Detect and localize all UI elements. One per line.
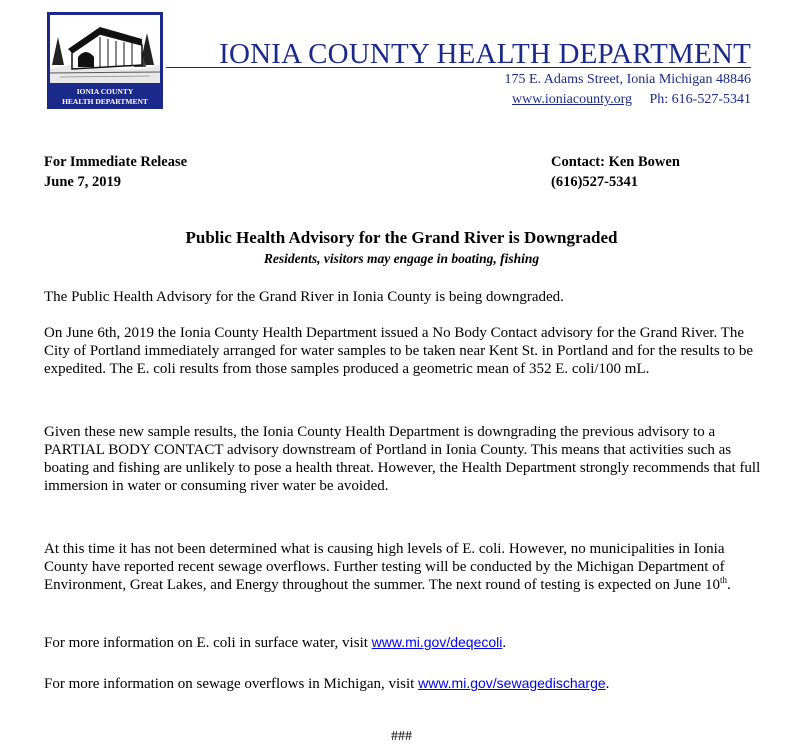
end-mark: ###	[391, 729, 412, 744]
testing-text: At this time it has not been determined what is causing high levels of E. coli. However, no municipalities in Ionia County have reported recent sewage overflows. Further testing will be conducted by the Michigan Department of Environment, Great Lakes, and Energy throughout the summer. The next round of testing is expected on June 10	[44, 541, 725, 593]
paragraph-advisory-issued: On June 6th, 2019 the Ionia County Health Department issued a No Body Contact advisory for the Grand River. The City of Portland immediately arranged for water samples to be taken near Kent St. in Portland and for the results to be expedited. The E. coli results from those samples produced a geometric mean of 352 E. coli/100 mL.	[44, 325, 753, 377]
organization-name: IONIA COUNTY HEALTH DEPARTMENT	[219, 38, 751, 70]
subheadline: Residents, visitors may engage in boating, fishing	[263, 251, 540, 266]
health-department-logo	[47, 12, 163, 109]
release-date: June 7, 2019	[44, 174, 121, 190]
header-divider	[166, 67, 751, 68]
paragraph-testing	[44, 540, 764, 594]
ecoli-info-end: .	[502, 635, 507, 651]
ecoli-info-text: For more information on E. coli in surface water, visit	[44, 635, 372, 651]
paragraph-intro: The Public Health Advisory for the Grand River in Ionia County is being downgraded.	[44, 289, 564, 305]
ordinal-suffix: th	[719, 575, 727, 585]
sewage-info-end: .	[605, 676, 610, 692]
release-block	[44, 152, 187, 192]
ecoli-link[interactable]: www.mi.gov/deqecoli	[371, 634, 503, 650]
covered-bridge-icon	[50, 15, 160, 83]
address: 175 E. Adams Street, Ionia Michigan 48846	[504, 72, 751, 87]
sewage-link[interactable]: www.mi.gov/sewagedischarge	[418, 675, 606, 691]
contact-phone: (616)527-5341	[551, 174, 638, 190]
paragraph-sewage-info	[44, 674, 764, 693]
sewage-info-text: For more information on sewage overflows in Michigan, visit	[44, 676, 419, 692]
release-label: For Immediate Release	[44, 154, 188, 170]
logo-text: IONIA COUNTY HEALTH DEPARTMENT	[62, 87, 148, 106]
contact-name: Contact: Ken Bowen	[551, 154, 680, 170]
phone-number: Ph: 616-527-5341	[649, 92, 751, 107]
contact-block	[551, 152, 680, 192]
website-link[interactable]: www.ioniacounty.org	[511, 92, 632, 107]
web-and-phone	[512, 92, 751, 108]
paragraph-downgrade: Given these new sample results, the Ionia County Health Department is downgrading the previous advisory to a PARTIAL BODY CONTACT advisory downstream of Portland in Ionia County. This means that activities such as boating and fishing are unlikely to pose a health threat. However, the Health Department strongly recommends that full immersion in water or consuming river water be avoided.	[44, 424, 761, 494]
headline: Public Health Advisory for the Grand River is Downgraded	[185, 228, 618, 247]
testing-end: .	[726, 577, 731, 593]
paragraph-ecoli-info	[44, 633, 764, 652]
